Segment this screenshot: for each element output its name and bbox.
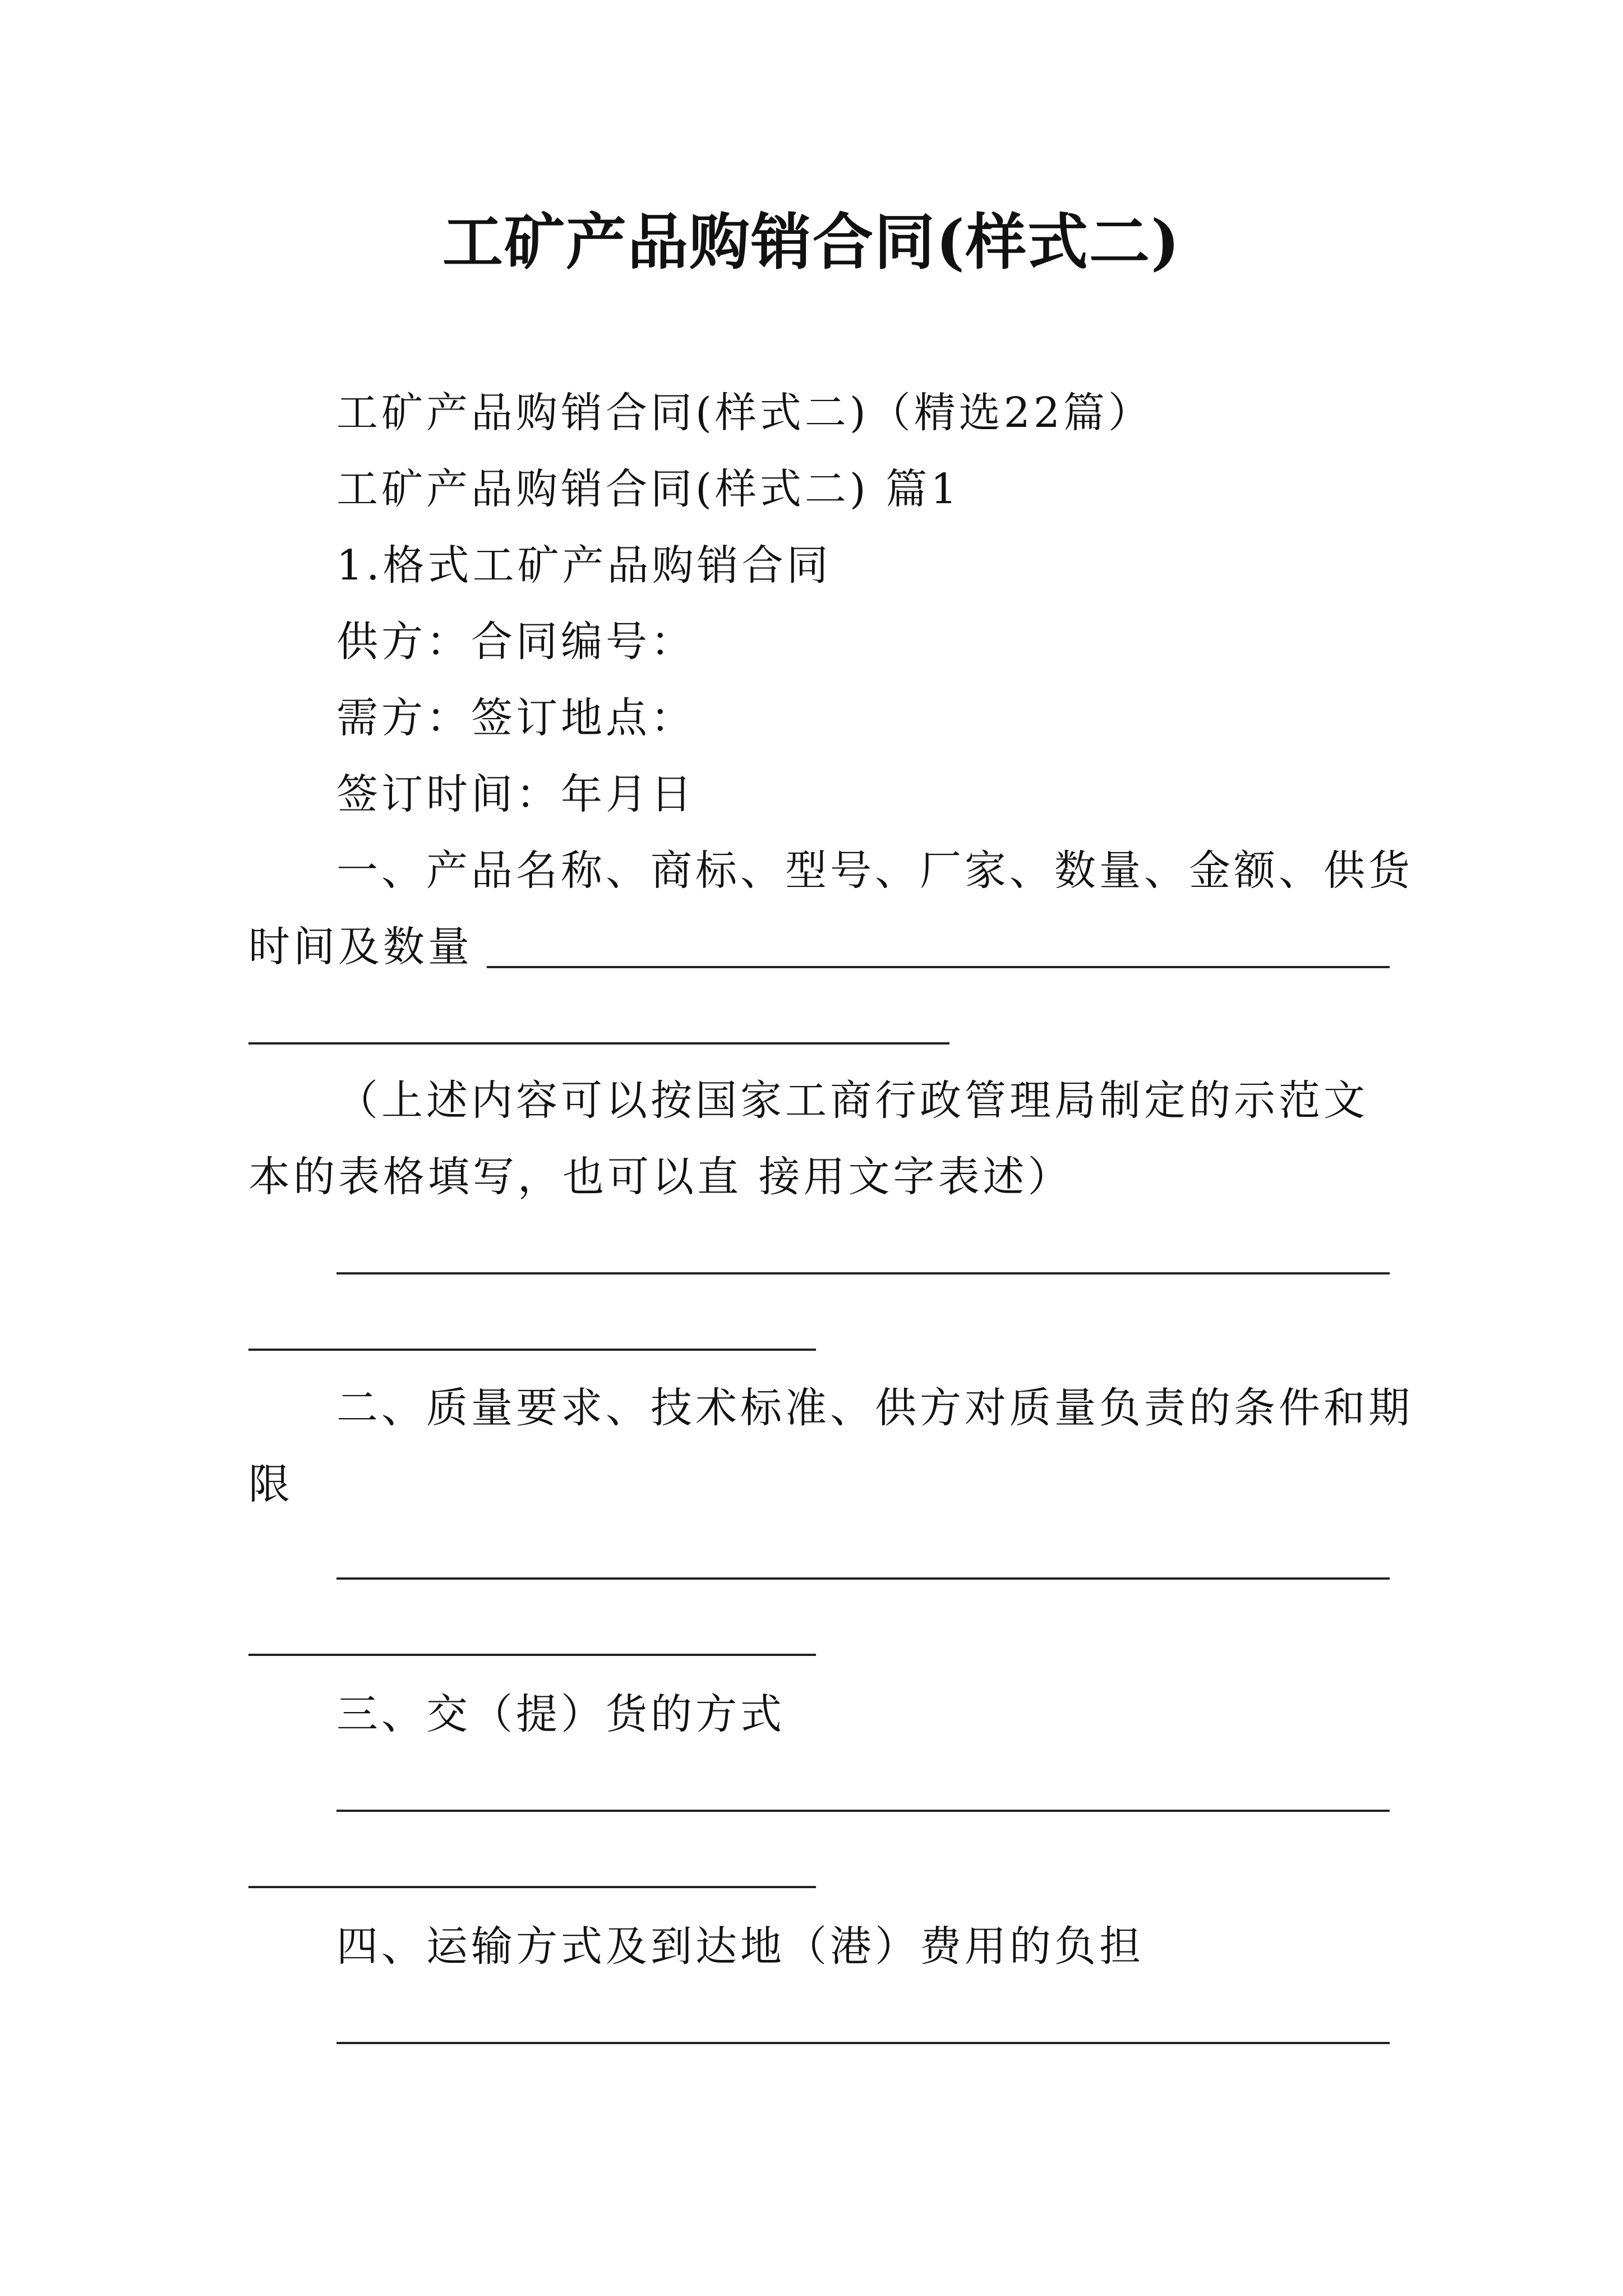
form-title: 1.格式工矿产品购销合同 [336, 541, 832, 590]
supplier-line: 供方：合同编号： [336, 618, 695, 666]
note-line1: （上述内容可以按国家工商行政管理局制定的示范文 [336, 1076, 1368, 1125]
section4-heading: 四、运输方式及到达地（港）费用的负担 [336, 1922, 1144, 1971]
blank-fill-line [336, 2042, 1390, 2044]
note-line2: 本的表格填写，也可以直 接用文字表述） [248, 1153, 1073, 1201]
blank-fill-line [248, 1654, 816, 1656]
section1-heading-line2: 时间及数量 [248, 923, 473, 971]
section2-heading-line1: 二、质量要求、技术标准、供方对质量负责的条件和期 [336, 1384, 1413, 1432]
document-title: 工矿产品购销合同(样式二) [442, 207, 1181, 278]
date-line: 签订时间：年月日 [336, 770, 695, 818]
blank-fill-line [336, 1272, 1390, 1274]
document-subtitle: 工矿产品购销合同(样式二)（精选22篇） [336, 389, 1153, 437]
blank-fill-line [336, 1810, 1390, 1812]
blank-fill-line [248, 1042, 949, 1045]
buyer-line: 需方：签订地点： [336, 694, 695, 742]
blank-fill-line [336, 1577, 1390, 1580]
section3-heading: 三、交（提）货的方式 [336, 1690, 785, 1738]
section1-heading-line1: 一、产品名称、商标、型号、厂家、数量、金额、供货 [336, 846, 1413, 895]
section2-heading-line2: 限 [248, 1460, 293, 1508]
article-heading: 工矿产品购销合同(样式二) 篇1 [336, 465, 961, 513]
blank-fill-line [248, 1349, 816, 1351]
blank-fill-line [248, 1886, 816, 1888]
blank-fill-line [487, 966, 1390, 968]
